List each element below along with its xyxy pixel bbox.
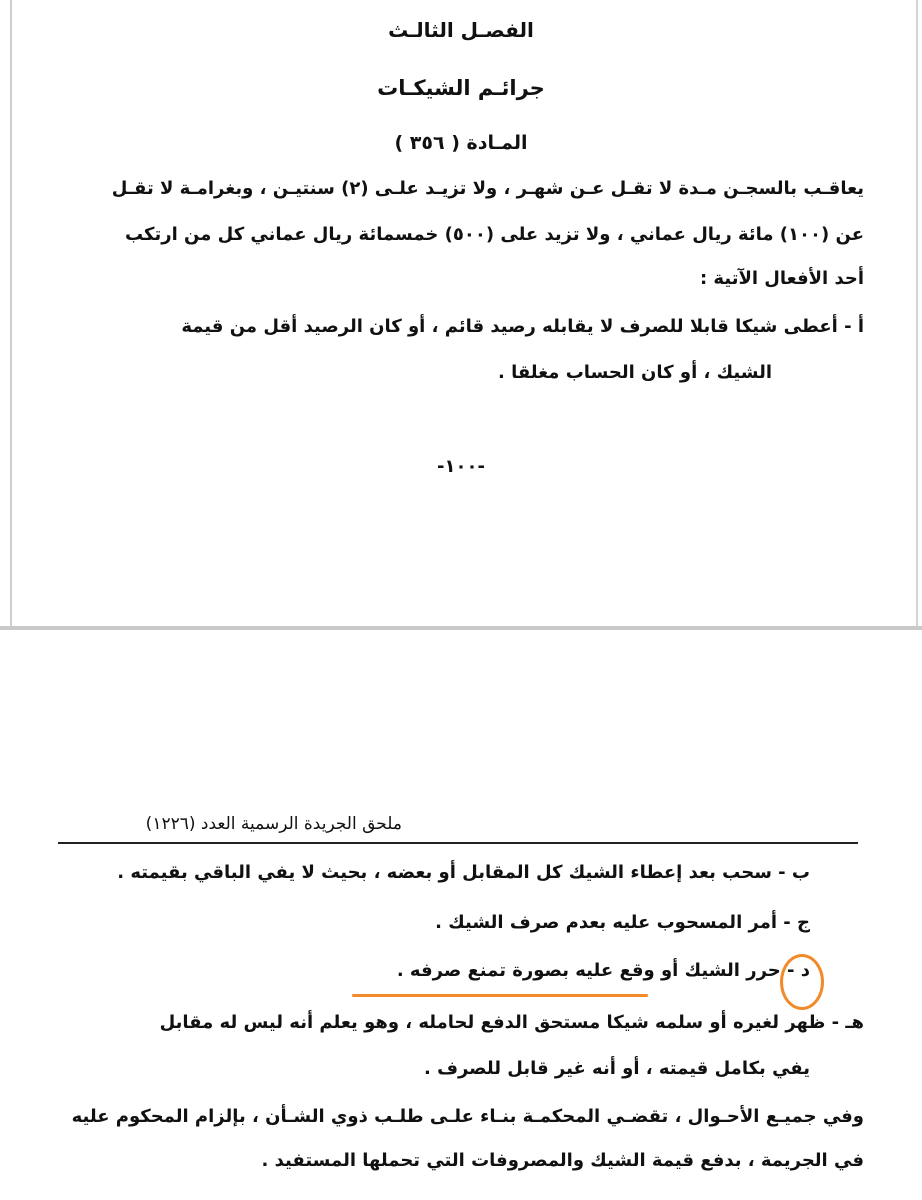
item-j: ج - أمر المسحوب عليه بعدم صرف الشيك . <box>435 912 810 933</box>
annotation-underline <box>352 994 648 997</box>
item-b: ب - سحب بعد إعطاء الشيك كل المقابل أو بعضه ، بحيث لا يفي الباقي بقيمته . <box>117 862 810 883</box>
closing-line-2: في الجريمة ، بدفع قيمة الشيك والمصروفات التي تحملها المستفيد . <box>261 1150 864 1171</box>
item-a-line-1: أ - أعطى شيكا قابلا للصرف لا يقابله رصيد قائم ، أو كان الرصيد أقل من قيمة <box>181 316 864 337</box>
item-h-line-2: يفي بكامل قيمته ، أو أنه غير قابل للصرف . <box>423 1058 810 1079</box>
closing-line-1: وفي جميـع الأحـوال ، تقضـي المحكمـة بنـاء علـى طلـب ذوي الشـأن ، بإلزام المحكوم عليه <box>71 1106 864 1127</box>
item-h-line-1: هـ - ظهر لغيره أو سلمه شيكا مستحق الدفع لحامله ، وهو يعلم أنه ليس له مقابل <box>159 1012 864 1033</box>
item-a-line-2: الشيك ، أو كان الحساب مغلقا . <box>497 362 772 383</box>
intro-line-1: يعاقـب بالسجـن مـدة لا تقـل عـن شهـر ، ولا تزيـد علـى (٢) سنتيـن ، وبغرامـة لا تقـل <box>111 178 864 199</box>
annotation-circle <box>780 954 824 1010</box>
gazette-header: ملحق الجريدة الرسمية العدد (١٢٢٦) <box>145 814 402 834</box>
header-rule <box>58 842 858 844</box>
section-title: جرائـم الشيكـات <box>377 76 545 100</box>
page-number: -١٠٠- <box>437 456 485 477</box>
intro-line-2: عن (١٠٠) مائة ريال عماني ، ولا تزيد على (٥٠٠) خمسمائة ريال عماني كل من ارتكب <box>124 224 864 245</box>
chapter-title: الفصـل الثالـث <box>388 18 534 42</box>
item-d: د - حرر الشيك أو وقع عليه بصورة تمنع صرفه . <box>396 960 810 981</box>
article-title: المـادة ( ٣٥٦ ) <box>394 132 528 154</box>
intro-line-3: أحد الأفعال الآتية : <box>699 268 864 289</box>
